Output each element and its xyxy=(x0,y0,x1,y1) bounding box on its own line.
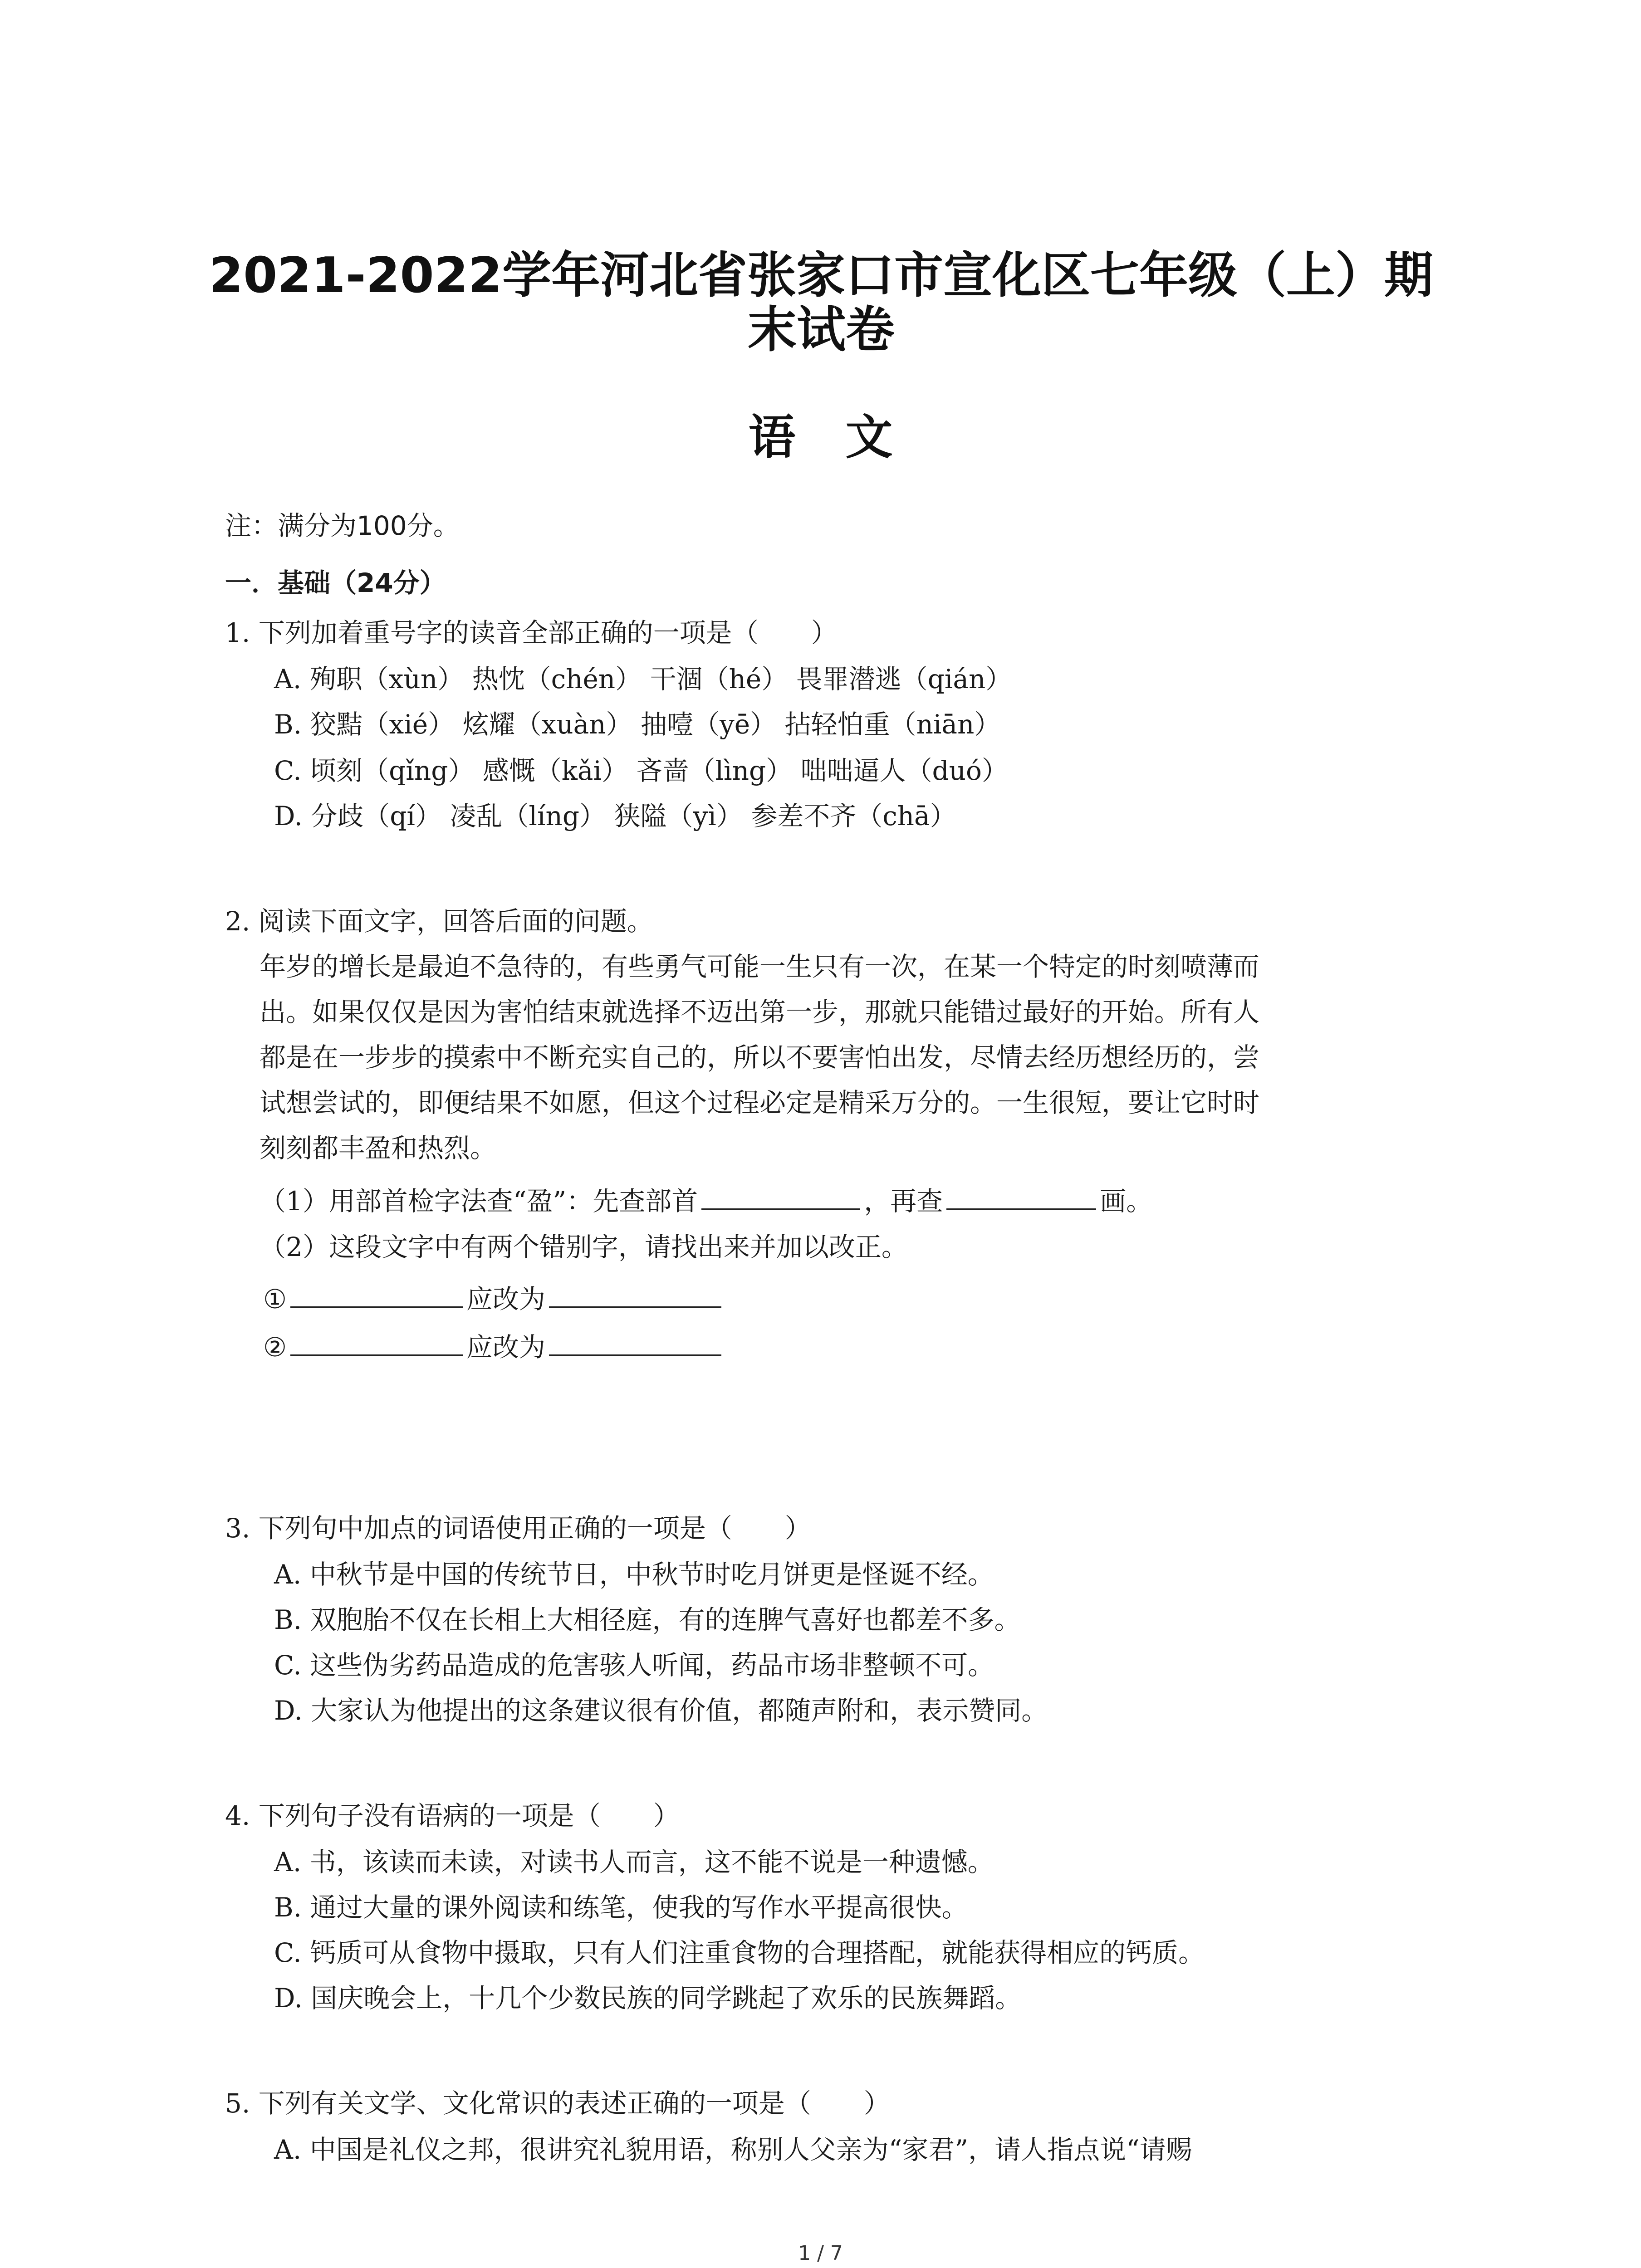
circled-one: ① xyxy=(263,1284,287,1315)
subject-heading: 语文 xyxy=(748,410,943,465)
correct-char-1-blank[interactable] xyxy=(549,1281,721,1308)
question-1-stem: 1. 下列加着重号字的读音全部正确的一项是（ ） xyxy=(225,617,838,648)
question-3-option-a: A. 中秋节是中国的传统节日，中秋节时吃月饼更是怪诞不经。 xyxy=(274,1559,994,1590)
correction-row-2 xyxy=(263,1329,725,1363)
question-1-option-c: C. 顷刻（qǐng） 感慨（kǎi） 吝啬（lìng） 咄咄逼人（duó） xyxy=(274,755,1008,786)
question-3-option-d: D. 大家认为他提出的这条建议很有价值，都随声附和，表示赞同。 xyxy=(274,1695,1048,1726)
question-2-sub-1 xyxy=(260,1183,1152,1217)
correction-row-2-label: 应改为 xyxy=(466,1332,546,1363)
wrong-char-2-blank[interactable] xyxy=(290,1329,463,1356)
question-2-stem: 2. 阅读下面文字，回答后面的问题。 xyxy=(225,906,653,937)
sub-1-mid: ，再查 xyxy=(864,1186,943,1217)
sub-1-prompt: （1）用部首检字法查“盈”：先查部首 xyxy=(260,1186,698,1217)
page-number: 1 / 7 xyxy=(798,2242,843,2265)
section-heading: 一．基础（24分） xyxy=(225,567,446,598)
question-4-option-c: C. 钙质可从食物中摄取，只有人们注重食物的合理搭配，就能获得相应的钙质。 xyxy=(274,1937,1205,1968)
exam-title xyxy=(191,249,1452,357)
question-4-option-d: D. 国庆晚会上，十几个少数民族的同学跳起了欢乐的民族舞蹈。 xyxy=(274,1983,1022,2014)
question-4-stem: 4. 下列句子没有语病的一项是（ ） xyxy=(225,1800,680,1831)
question-3-option-b: B. 双胞胎不仅在长相上大相径庭，有的连脾气喜好也都差不多。 xyxy=(274,1604,1021,1635)
title-line-1: 2021-2022学年河北省张家口市宣化区七年级（上）期 xyxy=(209,247,1433,304)
correct-char-2-blank[interactable] xyxy=(549,1329,721,1356)
correction-row-1-label: 应改为 xyxy=(466,1284,546,1315)
question-2-sub-2: （2）这段文字中有两个错别字，请找出来并加以改正。 xyxy=(260,1232,908,1262)
question-4-option-a: A. 书，该读而未读，对读书人而言，这不能不说是一种遗憾。 xyxy=(274,1847,994,1877)
question-3-stem: 3. 下列句中加点的词语使用正确的一项是（ ） xyxy=(225,1513,811,1544)
correction-row-1 xyxy=(263,1281,725,1315)
question-5-option-a: A. 中国是礼仪之邦，很讲究礼貌用语，称别人父亲为“家君”，请人指点说“请赐 xyxy=(274,2134,1192,2165)
passage-line-3: 都是在一步步的摸索中不断充实自己的，所以不要害怕出发，尽情去经历想经历的，尝 xyxy=(260,1042,1260,1073)
stroke-count-blank[interactable] xyxy=(946,1183,1096,1210)
question-5-stem: 5. 下列有关文学、文化常识的表述正确的一项是（ ） xyxy=(225,2088,890,2119)
question-4-option-b: B. 通过大量的课外阅读和练笔，使我的写作水平提高很快。 xyxy=(274,1892,968,1923)
passage-line-4: 试想尝试的，即便结果不如愿，但这个过程必定是精采万分的。一生很短，要让它时时 xyxy=(260,1087,1260,1118)
passage-line-5: 刻刻都丰盈和热烈。 xyxy=(260,1133,497,1163)
question-1-option-b: B. 狡黠（xié） 炫耀（xuàn） 抽噎（yē） 拈轻怕重（niān） xyxy=(274,709,1001,740)
title-line-2: 末试卷 xyxy=(747,302,895,358)
question-3-option-c: C. 这些伪劣药品造成的危害骇人听闻，药品市场非整顿不可。 xyxy=(274,1650,994,1681)
question-1-option-a: A. 殉职（xùn） 热忱（chén） 干涸（hé） 畏罪潜逃（qián） xyxy=(274,664,1012,694)
question-1-option-d: D. 分歧（qí） 凌乱（líng） 狭隘（yì） 参差不齐（chā） xyxy=(274,801,956,831)
wrong-char-1-blank[interactable] xyxy=(290,1281,463,1308)
sub-1-end: 画。 xyxy=(1100,1186,1153,1217)
passage-line-2: 出。如果仅仅是因为害怕结束就选择不迈出第一步，那就只能错过最好的开始。所有人 xyxy=(260,997,1260,1027)
score-note: 注：满分为100分。 xyxy=(225,510,460,541)
radical-blank[interactable] xyxy=(701,1183,860,1210)
circled-two: ② xyxy=(263,1332,287,1363)
passage-line-1: 年岁的增长是最迫不急待的，有些勇气可能一生只有一次，在某一个特定的时刻喷薄而 xyxy=(260,951,1260,982)
